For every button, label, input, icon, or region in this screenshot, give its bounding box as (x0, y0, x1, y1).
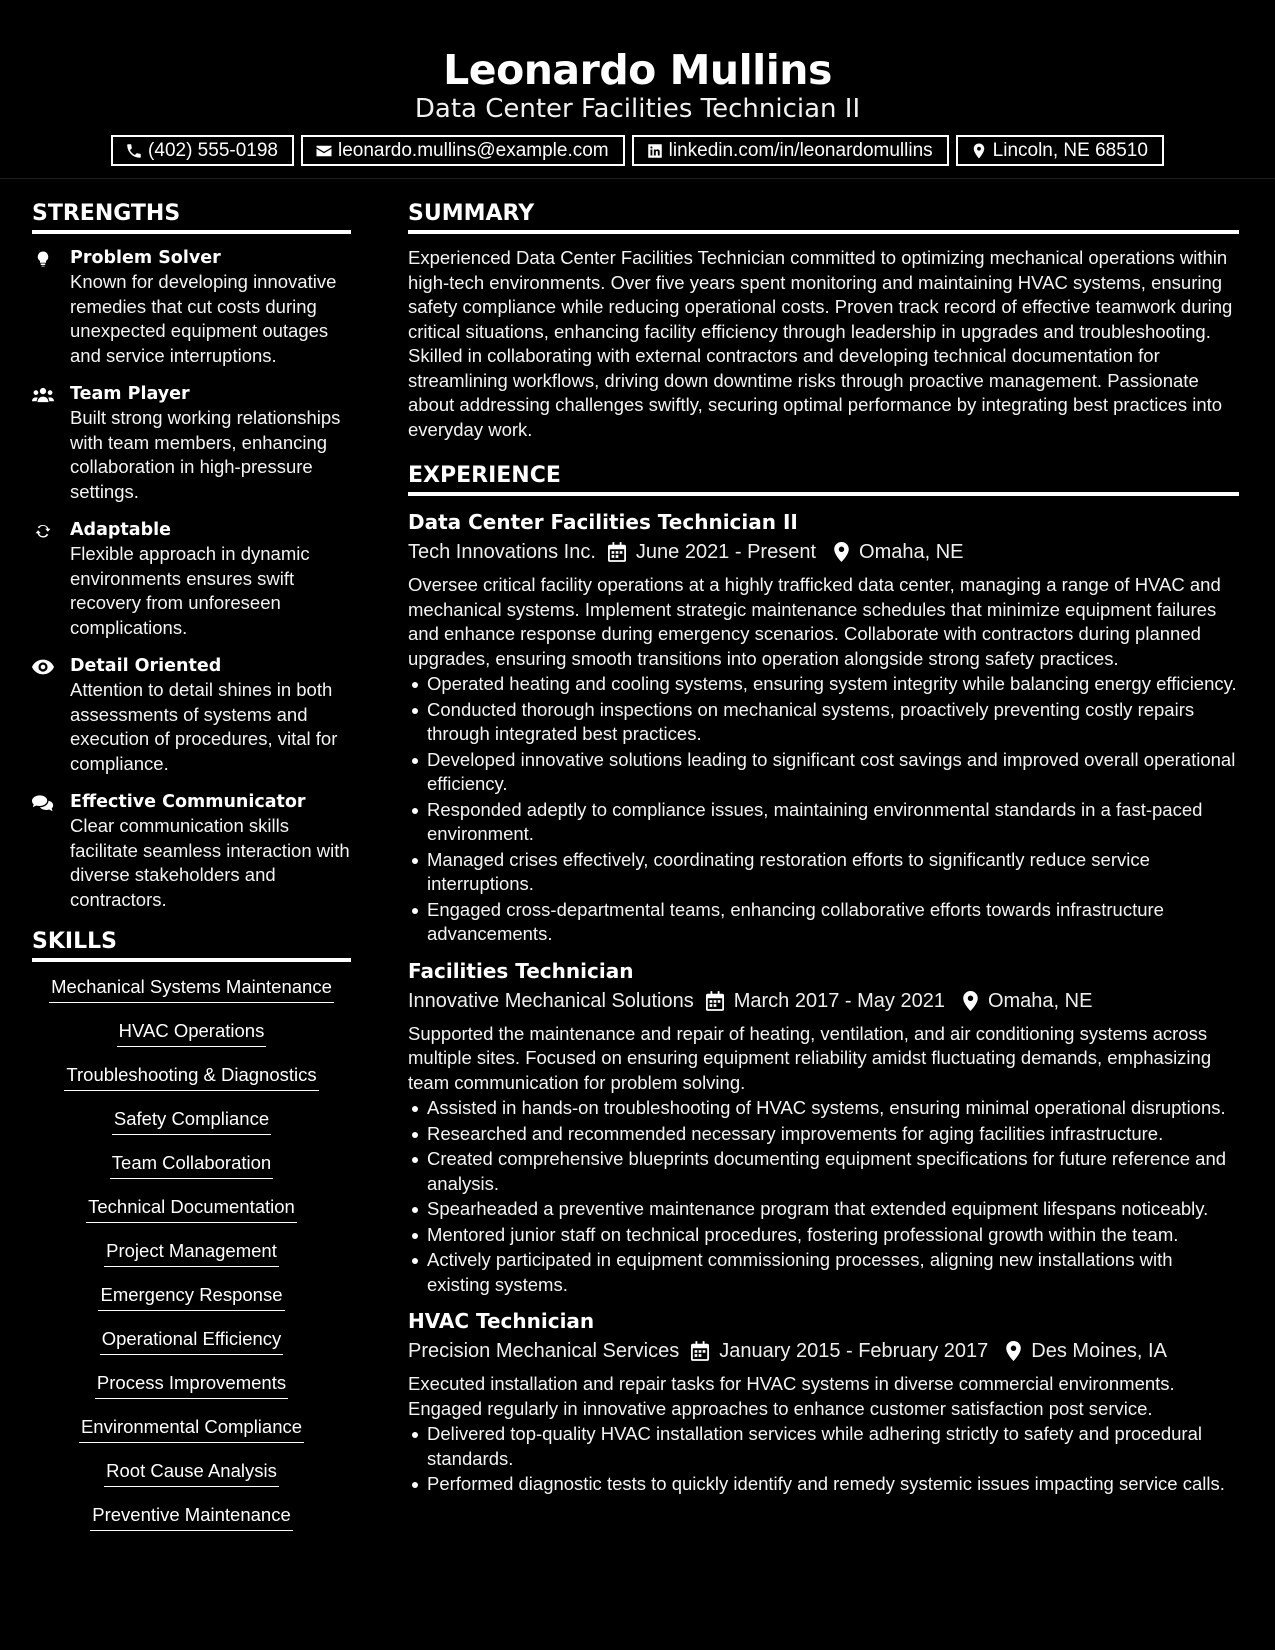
job-company: Precision Mechanical Services (408, 1340, 680, 1362)
skill-tag: Emergency Response (98, 1282, 284, 1311)
strength-description: Known for developing innovative remedies that cut costs during unexpected equipment outages and service interruptions. (70, 271, 337, 366)
job-description: Supported the maintenance and repair of heating, ventilation, and air conditioning systems across multiple sites. Focused on ensuring equipment reliability amidst fluctuating demands, emphasizing team communication for problem solving. (408, 1022, 1212, 1093)
calendar-icon (691, 1341, 709, 1361)
job-meta (408, 1336, 1239, 1366)
contact-linkedin-text: linkedin.com/in/leonardomullins (668, 139, 933, 161)
job-bullets (408, 672, 1239, 947)
candidate-title: Data Center Facilities Technician II (414, 94, 861, 124)
strength-description: Built strong working relationships with team members, enhancing collaboration in high-pressure settings. (70, 407, 341, 502)
job-bullet: Developed innovative solutions leading to significant cost savings and improved overall operational efficiency. (408, 748, 1239, 797)
job-title: HVAC Technician (408, 1309, 595, 1333)
summary-text: Experienced Data Center Facilities Technician committed to optimizing mechanical operations within high-tech environments. Over five years spent monitoring and maintaining HVAC systems, ensuring safety compliance while reducing operational costs. Proven track record of effective teamwork during critical situations, enhancing facility efficiency through leadership in upgrades and troubleshooting. Skilled in collaborating with external contractors and developing technical documentation for streamlining workflows, driving down downtime risks through proactive management. Passionate about addressing challenges swiftly, securing optimal performance by integrating best practices into everyday work. (408, 247, 1233, 440)
location-pin-icon (1006, 1341, 1021, 1361)
strength-description: Flexible approach in dynamic environments ensures swift recovery from unforeseen complications. (70, 543, 310, 638)
strength-item (32, 654, 351, 776)
skills-list (32, 974, 351, 1546)
left-column (32, 198, 351, 1546)
skill-tag: Project Management (104, 1238, 279, 1267)
contact-location-text: Lincoln, NE 68510 (992, 139, 1148, 161)
job-description: Oversee critical facility operations at a highly trafficked data center, managing a range of HVAC and mechanical systems. Implement strategic maintenance schedules that minimize equipment failures and enhance response during emergency scenarios. Collaborate with contractors during planned upgrades, ensuring smooth transitions into operation alongside strong safety practices. (408, 574, 1221, 669)
envelope-icon (315, 142, 333, 160)
skills-heading: SKILLS (32, 926, 351, 962)
strength-description: Attention to detail shines in both assessments of systems and execution of procedures, vital for compliance. (70, 679, 338, 774)
sync-arrows-icon (32, 522, 54, 540)
job-company: Innovative Mechanical Solutions (408, 989, 694, 1012)
job-bullet: Mentored junior staff on technical procedures, fostering professional growth within the team. (408, 1223, 1239, 1248)
calendar-icon (608, 542, 626, 562)
job-entry (408, 1307, 1239, 1497)
job-description: Executed installation and repair tasks for HVAC systems in diverse commercial environments. Engaged regularly in innovative approaches to enhance customer satisfaction post service. (408, 1373, 1175, 1419)
job-company: Tech Innovations Inc. (408, 541, 596, 563)
job-bullet: Conducted thorough inspections on mechanical systems, proactively preventing costly repairs through integrated best practices. (408, 698, 1239, 747)
job-bullet: Responded adeptly to compliance issues, maintaining environmental standards in a fast-paced environment. (408, 798, 1239, 847)
strength-title: Effective Communicator (70, 792, 306, 812)
job-meta (408, 986, 1239, 1016)
job-dates: June 2021 - Present (635, 541, 817, 563)
job-bullet: Performed diagnostic tests to quickly identify and remedy systemic issues impacting service calls. (408, 1472, 1239, 1497)
contact-bar (0, 135, 1275, 166)
job-location: Omaha, NE (859, 541, 964, 563)
strength-title: Team Player (70, 384, 190, 404)
strength-item (32, 382, 351, 504)
skill-tag: Root Cause Analysis (104, 1458, 279, 1487)
lightbulb-icon (32, 250, 54, 268)
job-bullet: Actively participated in equipment commissioning processes, aligning new installations with existing systems. (408, 1248, 1239, 1297)
contact-email[interactable] (301, 135, 625, 166)
location-pin-icon (834, 542, 849, 562)
skill-tag: Operational Efficiency (100, 1326, 284, 1355)
location-pin-icon (963, 991, 978, 1011)
job-location: Des Moines, IA (1031, 1340, 1167, 1362)
job-title: Facilities Technician (408, 958, 634, 983)
skill-tag: Process Improvements (95, 1370, 288, 1399)
job-dates: March 2017 - May 2021 (733, 989, 945, 1012)
summary-heading: SUMMARY (408, 198, 1239, 234)
job-title: Data Center Facilities Technician II (408, 510, 798, 534)
job-bullet: Spearheaded a preventive maintenance program that extended equipment lifespans noticeably. (408, 1197, 1239, 1222)
right-column (408, 198, 1239, 1507)
resume-header (0, 0, 1275, 179)
job-bullets (408, 1422, 1239, 1497)
skill-tag: Troubleshooting & Diagnostics (64, 1062, 318, 1091)
location-pin-icon (970, 142, 988, 160)
job-meta (408, 537, 1239, 567)
skill-tag: Preventive Maintenance (90, 1502, 292, 1531)
contact-linkedin[interactable] (632, 135, 949, 166)
calendar-icon (706, 991, 724, 1011)
phone-icon (125, 142, 143, 160)
contact-phone[interactable] (111, 135, 294, 166)
strength-item (32, 246, 351, 368)
skill-tag: Mechanical Systems Maintenance (49, 974, 334, 1003)
eye-icon (32, 658, 54, 676)
strength-title: Problem Solver (70, 248, 221, 268)
users-icon (32, 386, 54, 404)
experience-heading: EXPERIENCE (408, 460, 1239, 496)
skill-tag: HVAC Operations (117, 1018, 267, 1047)
job-bullet: Operated heating and cooling systems, ensuring system integrity while balancing energy efficiency. (408, 672, 1239, 697)
job-bullet: Created comprehensive blueprints documenting equipment specifications for future reference and analysis. (408, 1147, 1239, 1196)
strength-item (32, 790, 351, 912)
skill-tag: Safety Compliance (112, 1106, 271, 1135)
strength-title: Adaptable (70, 520, 171, 540)
skill-tag: Technical Documentation (86, 1194, 297, 1223)
job-bullet: Assisted in hands-on troubleshooting of HVAC systems, ensuring minimal operational disruptions. (408, 1096, 1239, 1121)
strengths-heading: STRENGTHS (32, 198, 351, 234)
contact-phone-text: (402) 555-0198 (148, 139, 278, 161)
job-location: Omaha, NE (987, 989, 1093, 1012)
job-bullets (408, 1096, 1239, 1297)
job-entry (408, 957, 1239, 1298)
job-bullet: Researched and recommended necessary improvements for aging facilities infrastructure. (408, 1122, 1239, 1147)
strength-title: Detail Oriented (70, 656, 222, 676)
skill-tag: Environmental Compliance (79, 1414, 304, 1443)
contact-location (956, 135, 1164, 166)
skill-tag: Team Collaboration (110, 1150, 273, 1179)
job-bullet: Delivered top-quality HVAC installation services while adhering strictly to safety and procedural standards. (408, 1422, 1239, 1471)
chat-bubbles-icon (32, 794, 54, 812)
job-dates: January 2015 - February 2017 (719, 1340, 989, 1362)
contact-email-text: leonardo.mullins@example.com (337, 139, 609, 161)
job-bullet: Managed crises effectively, coordinating restoration efforts to significantly reduce service interruptions. (408, 848, 1239, 897)
job-entry (408, 508, 1239, 947)
strength-description: Clear communication skills facilitate seamless interaction with diverse stakeholders and contractors. (70, 815, 350, 910)
job-bullet: Engaged cross-departmental teams, enhancing collaborative efforts towards infrastructure advancements. (408, 898, 1239, 947)
linkedin-icon (646, 142, 664, 160)
candidate-name: Leonardo Mullins (443, 46, 832, 94)
strength-item (32, 518, 351, 640)
